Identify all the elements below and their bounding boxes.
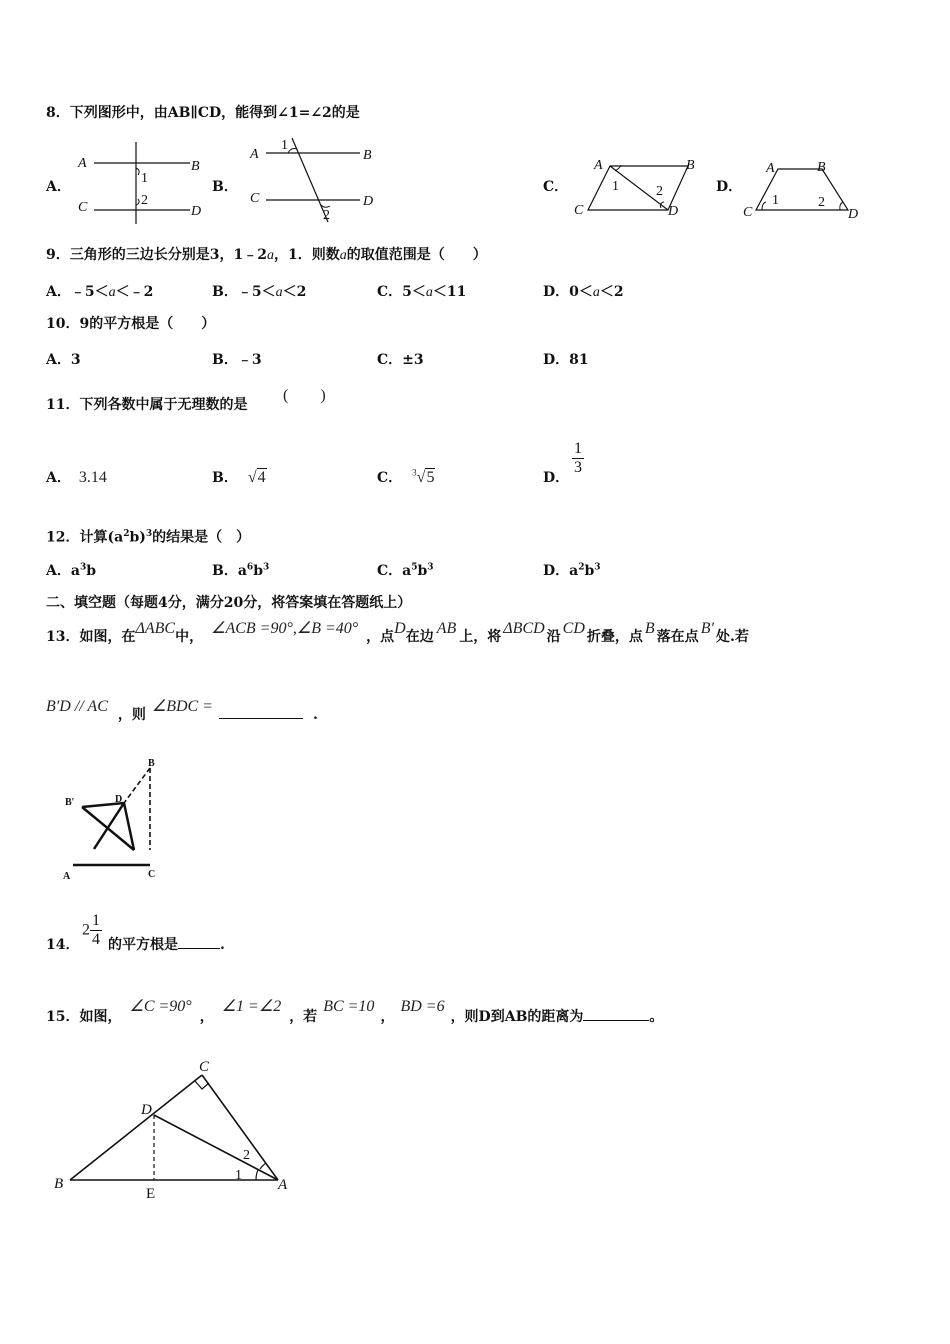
q8-stem: 8．下列图形中，由AB∥CD，能得到∠1=∠2的是 [46, 105, 360, 121]
q11-stem: 11．下列各数中属于无理数的是 [46, 397, 248, 413]
q15-angle-1: 1 [235, 1168, 242, 1183]
q8b-label-d: D [363, 194, 374, 209]
q8-figure-c [572, 152, 707, 222]
q8a-angle-2: 2 [141, 193, 148, 208]
q8-figure-b [248, 132, 383, 227]
q8c-angle-2: 2 [656, 184, 663, 199]
q8d-angle-2: 2 [818, 195, 825, 210]
q13-stem-line2: B′D // AC ，则 ∠BDC = . [46, 698, 318, 723]
q10-option-b[interactable]: B．﹣3 [212, 352, 262, 368]
q14-mixed-number: 2 $\frac{1}{4}$ [82, 912, 100, 948]
q14-answer-blank[interactable] [178, 948, 220, 949]
q12-option-b[interactable]: B．$a^6b^3$ [212, 562, 270, 579]
q11-option-c[interactable]: C． $^3$√5 [377, 467, 435, 486]
q11-option-d-label[interactable]: D． [543, 470, 570, 486]
q13-figure [58, 752, 178, 892]
q11-option-d-fraction[interactable]: $\frac{1}{3}$ [574, 440, 582, 476]
q8c-angle-1: 1 [612, 179, 619, 194]
q13-label-b-prime: B′ [65, 797, 75, 808]
q8-option-b-label: B． [212, 179, 238, 195]
q12-option-c[interactable]: C．$a^5b^3$ [377, 562, 434, 579]
q11-paren: ( ) [283, 387, 326, 404]
q11-option-a[interactable]: A． 3.14 [46, 469, 107, 486]
q15-label-e: E [146, 1186, 156, 1202]
q8a-label-c: C [78, 200, 88, 215]
q8d-label-c: C [743, 205, 753, 220]
q8c-label-a: A [594, 158, 603, 173]
q12-stem: 12．计算$(a^2b)^3$的结果是（ ） [46, 529, 251, 546]
q8c-label-c: C [574, 203, 584, 218]
q8-option-d-label: D． [716, 179, 743, 195]
q8a-angle-1: 1 [141, 171, 148, 186]
q15-answer-blank[interactable] [583, 1020, 649, 1021]
q9-option-b[interactable]: B．﹣5＜a＜2 [212, 284, 307, 300]
q13-label-c: C [148, 869, 156, 880]
q9-stem: 9．三角形的三边长分别是3，1﹣2a，1．则数a的取值范围是（ ） [46, 247, 487, 263]
q10-stem: 10．9的平方根是（ ） [46, 316, 216, 332]
q10-option-c[interactable]: C．±3 [377, 352, 424, 368]
q8-option-a-label: A． [46, 179, 71, 195]
q8c-label-b: B [686, 158, 695, 173]
q9-option-a[interactable]: A．﹣5＜a＜﹣2 [46, 284, 154, 300]
q10-option-d[interactable]: D．81 [543, 352, 589, 368]
q13-label-d: D [115, 794, 123, 805]
q8b-label-c: C [250, 191, 260, 206]
q8a-label-d: D [191, 204, 202, 219]
section-2-title: 二、填空题（每题4分，满分20分，将答案填在答题纸上） [46, 595, 412, 611]
q13-answer-blank[interactable] [219, 718, 303, 719]
q9-option-d[interactable]: D．0＜a＜2 [543, 284, 624, 300]
q8b-label-b: B [363, 148, 372, 163]
q13-label-b: B [148, 758, 155, 769]
q15-angle-2: 2 [243, 1148, 250, 1163]
q15-label-d: D [141, 1102, 152, 1118]
q12-option-d[interactable]: D．$a^2b^3$ [543, 562, 601, 579]
q10-option-a[interactable]: A．3 [46, 352, 81, 368]
q15-label-c: C [199, 1059, 210, 1075]
q15-label-b: B [54, 1176, 64, 1192]
q8-figure-d [740, 152, 870, 222]
q8-option-c-label: C． [543, 179, 569, 195]
q11-option-b[interactable]: B． √4 [212, 469, 266, 486]
q13-stem-line1: 13．如图，在ΔABC中， ∠ACB =90°,∠B =40° ，点D在边 AB 上，将 ΔBCD 沿 CD 折叠，点 B 落在点 B′ 处.若 [46, 620, 749, 645]
q8-figure-a [72, 140, 212, 225]
q8b-label-a: A [250, 147, 259, 162]
q14-number: 14． [46, 937, 80, 953]
q15-stem: 15．如图，∠C =90°，∠1 =∠2，若BC =10，BD =6，则D到AB的距离为 。 [46, 998, 664, 1025]
q15-label-a: A [278, 1177, 288, 1193]
q8a-label-a: A [78, 156, 87, 171]
q8d-angle-1: 1 [772, 193, 779, 208]
q15-figure [52, 1055, 302, 1205]
q8d-label-a: A [766, 161, 775, 176]
q8a-label-b: B [191, 159, 200, 174]
q8c-label-d: D [668, 204, 679, 219]
q8d-label-d: D [848, 207, 859, 222]
q8d-label-b: B [817, 160, 826, 175]
q9-option-c[interactable]: C．5＜a＜11 [377, 284, 467, 300]
q13-label-a: A [63, 871, 71, 882]
q8b-angle-2: 2 [323, 208, 330, 223]
q8b-angle-1: 1 [281, 138, 288, 153]
q14-stem: 的平方根是 . [108, 937, 225, 953]
q12-option-a[interactable]: A．$a^3b$ [46, 562, 97, 579]
